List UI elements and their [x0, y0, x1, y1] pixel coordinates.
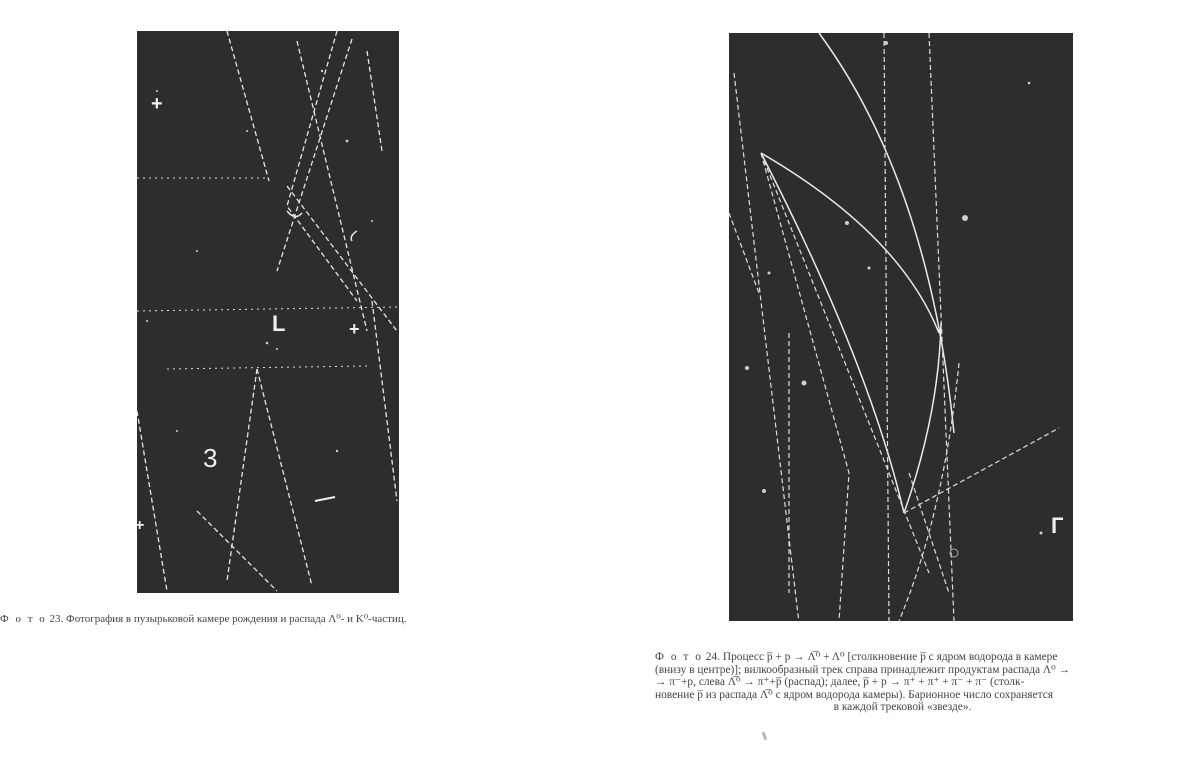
curl-track: [287, 211, 302, 217]
gamma-mark: Г: [1051, 513, 1064, 538]
track: [761, 153, 939, 333]
track: [315, 497, 335, 501]
l-mark: L: [272, 311, 286, 336]
photo-24-tracks: [729, 33, 1073, 621]
caption-prefix: Ф о т о: [655, 651, 703, 663]
track: [372, 301, 397, 501]
plus-mark: +: [349, 319, 360, 339]
track: [297, 41, 367, 331]
photo-24-caption: [655, 651, 1150, 714]
track: [884, 33, 889, 621]
track: [227, 31, 269, 181]
caption-line: в каждой трековой «звезде».: [833, 701, 972, 714]
track: [277, 39, 352, 271]
track: [167, 366, 367, 369]
curl-track: [351, 231, 357, 241]
photo-23-tracks: [137, 31, 399, 593]
track: [197, 511, 277, 591]
caption-line: → π⁻+p, слева Λ̅⁰ → π⁺+p̅ (распад); далее, p̅ + p → π⁺ + π⁺ + π⁻ + π⁻ (столк-: [655, 676, 1025, 689]
track: [137, 411, 167, 591]
photo-23-caption: [0, 612, 700, 625]
track: [367, 51, 382, 151]
plus-mark: +: [151, 93, 163, 115]
photo-24-bubble-chamber-image: [729, 33, 1073, 621]
track: [761, 153, 849, 621]
caption-text: 24. Процесс p̅ + p → Λ̅⁰ + Λ⁰ [столкновение p̅ с ядром водорода в камере: [702, 651, 1058, 663]
track: [137, 307, 399, 311]
track: [257, 369, 312, 586]
number-three-mark: 3: [203, 443, 218, 473]
caption-text: 23. Фотография в пузырьковой камере рождения и распада Λ⁰- и K⁰-частиц.: [46, 613, 407, 625]
caption-line: (внизу в центре)]; вилкообразный трек справа принадлежит продуктам распада Λ⁰ →: [655, 663, 1070, 676]
photo-23-bubble-chamber-image: [137, 31, 399, 593]
caption-line: [655, 651, 1150, 664]
track: [904, 428, 1059, 513]
track: [904, 323, 941, 513]
caption-prefix: Ф о т о: [0, 613, 47, 625]
plus-mark: +: [135, 517, 145, 534]
track: [227, 369, 257, 581]
track: [287, 186, 397, 331]
caption-line: новение p̅ из распада Λ̅⁰ с ядром водорода камеры). Барионное число сохраняется: [655, 688, 1054, 701]
stray-mark: [762, 732, 768, 741]
track: [729, 213, 759, 293]
